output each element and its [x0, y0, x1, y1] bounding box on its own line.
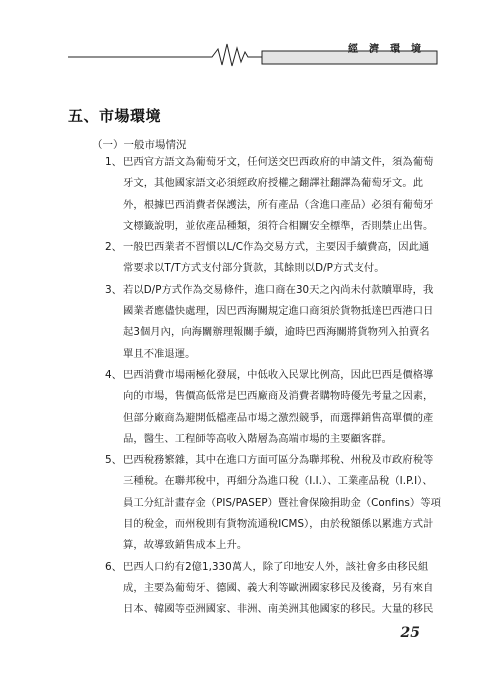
text-line: 算，故導致銷售成本上升。	[123, 539, 248, 552]
item-number: 1、	[105, 156, 123, 168]
subsection-title: （一）一般市場情況	[92, 139, 187, 151]
page-header	[0, 0, 480, 80]
page-number: 25	[400, 625, 420, 641]
text-line: 向的市場，售價高低常是巴西廠商及消費者購物時優先考量之因素，	[123, 390, 434, 403]
text-line: 起3個月內，向海關辦理報關手續，逾時巴西海關將貨物列入拍賣名	[123, 326, 430, 339]
text-line: 牙文，其他國家語文必須經政府授權之翻譯社翻譯為葡萄牙文。此	[123, 177, 424, 190]
text-line: 員工分紅計畫存金（PIS/PASEP）暨社會保險捐助金（Confins）等項	[123, 496, 441, 509]
list-item	[105, 450, 441, 556]
list-item	[105, 237, 430, 280]
text-line: 常要求以T/T方式支付部分貨款，其餘則以D/P方式支付。	[123, 262, 385, 275]
text-line: 巴西人口約有2億1,330萬人，除了印地安人外，該社會多由移民組	[123, 560, 429, 573]
text-line: 三種稅。在聯邦稅中，再細分為進口稅（I.I.）、工業產品稅（I.P.I）、	[123, 475, 433, 488]
text-line: 成，主要為葡萄牙、德國、義大利等歐洲國家移民及後裔，另有來自	[123, 581, 434, 594]
text-line: 巴西消費市場兩極化發展，中低收入民眾比例高，因此巴西是價格導	[123, 368, 434, 381]
text-line: 文標籤說明，並依產品種類，須符合相關安全標準，否則禁止出售。	[123, 219, 434, 232]
text-line: 品，醫生、工程師等高收入階層為高端市場的主要顧客群。	[123, 432, 393, 445]
text-line: 單且不准退運。	[123, 347, 196, 360]
text-line: 國業者應儘快處理，因巴西海關規定進口商須於貨物抵達巴西港口日	[123, 305, 434, 318]
text-line: 外，根據巴西消費者保護法，所有產品（含進口產品）必須有葡萄牙	[123, 198, 434, 211]
list-item	[105, 280, 434, 365]
header-title: 經濟環境	[348, 44, 432, 55]
text-line: 目的稅金，而州稅則有貨物流通稅ICMS），由於稅額係以累進方式計	[123, 518, 434, 531]
text-line: 日本、韓國等亞洲國家、非洲、南美洲其他國家的移民。大量的移民	[123, 603, 434, 616]
list-item	[105, 152, 434, 237]
text-line: 一般巴西業者不習慣以L/C作為交易方式，主要因手續費高，因此通	[123, 241, 430, 254]
item-number: 3、	[105, 283, 123, 296]
numbered-list	[105, 152, 441, 621]
item-number: 4、	[105, 368, 123, 381]
text-line: 巴西官方語文為葡萄牙文，任何送交巴西政府的申請文件，須為葡萄	[123, 156, 434, 168]
text-line: 但部分廠商為避開低檔產品市場之激烈競爭，而選擇銷售高單價的產	[123, 411, 434, 424]
section-title: 五、市場環境	[68, 107, 162, 125]
list-item	[105, 557, 434, 621]
text-line: 巴西稅務繁雜，其中在進口方面可區分為聯邦稅、州稅及市政府稅等	[123, 454, 434, 467]
list-item	[105, 365, 434, 450]
item-number: 5、	[105, 454, 123, 467]
text-line: 若以D/P方式作為交易條件，進口商在30天之內尚未付款贖單時，我	[123, 283, 434, 296]
item-number: 2、	[105, 241, 123, 254]
item-number: 6、	[105, 560, 123, 573]
